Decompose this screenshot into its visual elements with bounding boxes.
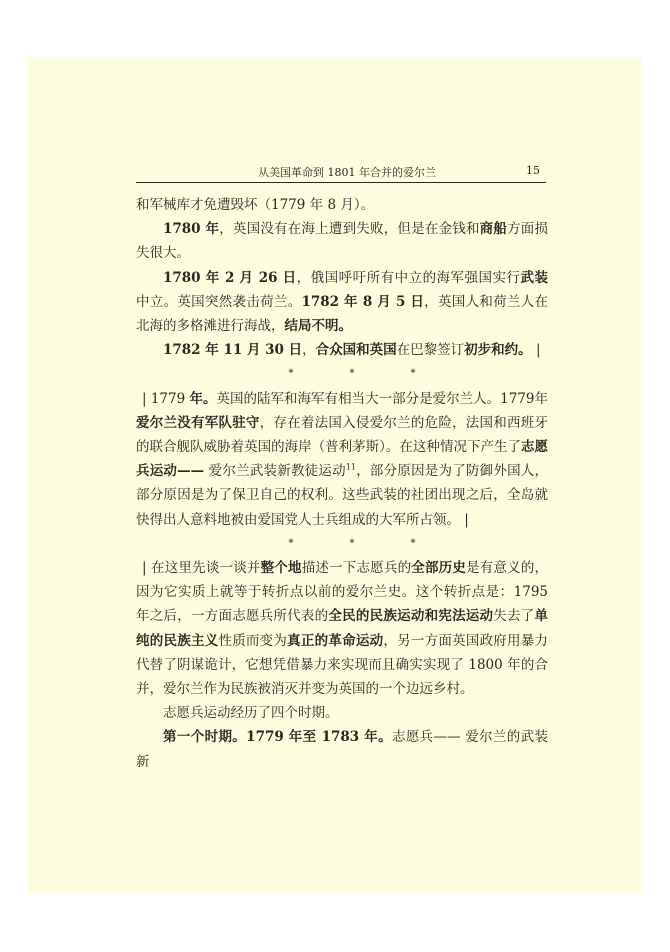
body-text — [136, 193, 548, 774]
paragraph: 志愿兵运动经历了四个时期。 — [163, 705, 339, 722]
header-title: 从美国革命到 1801 年合并的爱尔兰 — [258, 166, 436, 179]
paragraph: | 1779 年。英国的陆军和海军有相当大一部分是爱尔兰人。1779年爱尔兰没有军队驻守，存在着法国入侵爱尔兰的危险，法国和西班牙的联合舰队威胁着英国的海岸（普利茅斯）。在这种情况下产生了志愿兵运动—— 爱尔兰武装新教徒运动$^{11}$，部分原因是为了防御外国人，部分原因是为了保卫自己的权利。这些武装的社团出现之后，全岛就快得出人意料地被由爱国党人士兵组成的大军所占领。 | — [136, 390, 549, 528]
separator-star: * — [288, 537, 294, 549]
separator-star: * — [349, 537, 355, 549]
paragraph: | 在这里先谈一谈并整个地描述一下志愿兵的全部历史是有意义的，因为它实质上就等于转折点以前的爱尔兰史。这个转折点是：1795 年之后，一方面志愿兵所代表的全民的民族运动和宪法运动失去了单纯的民族主义性质而变为真正的革命运动，另一方面英国政府用暴力代替了阴谋诡计，它想凭借暴力来实现而且确实实现了 1800 年的合并，爱尔兰作为民族被消灭并变为英国的一个边远乡村。 — [136, 560, 549, 698]
paragraph: 1782 年 11 月 30 日，合众国和英国在巴黎签订初步和约。 | — [163, 342, 541, 359]
paragraph: 1780 年 2 月 26 日，俄国呼吁所有中立的海军强国实行武装中立。英国突然袭击荷兰。1782 年 8 月 5 日，英国人和荷兰人在北海的多格滩进行海战，结局不明。 — [136, 269, 549, 335]
separator-star: * — [410, 368, 416, 380]
separator-star: * — [410, 537, 416, 549]
page-number: 15 — [526, 164, 540, 177]
section-separator — [136, 362, 548, 386]
separator-star: * — [288, 368, 294, 380]
section-separator — [136, 532, 548, 556]
separator-star: * — [349, 368, 355, 380]
paragraph: 1780 年，英国没有在海上遭到失败，但是在金钱和商船方面损失很大。 — [136, 221, 549, 262]
running-header — [136, 162, 546, 183]
footnote-marker: 11 — [345, 462, 356, 472]
paragraph: 和军械库才免遭毁坏（1779 年 8 月）。 — [136, 197, 375, 213]
paragraph: 第一个时期。1779 年至 1783 年。志愿兵—— 爱尔兰的武装新 — [136, 729, 548, 770]
